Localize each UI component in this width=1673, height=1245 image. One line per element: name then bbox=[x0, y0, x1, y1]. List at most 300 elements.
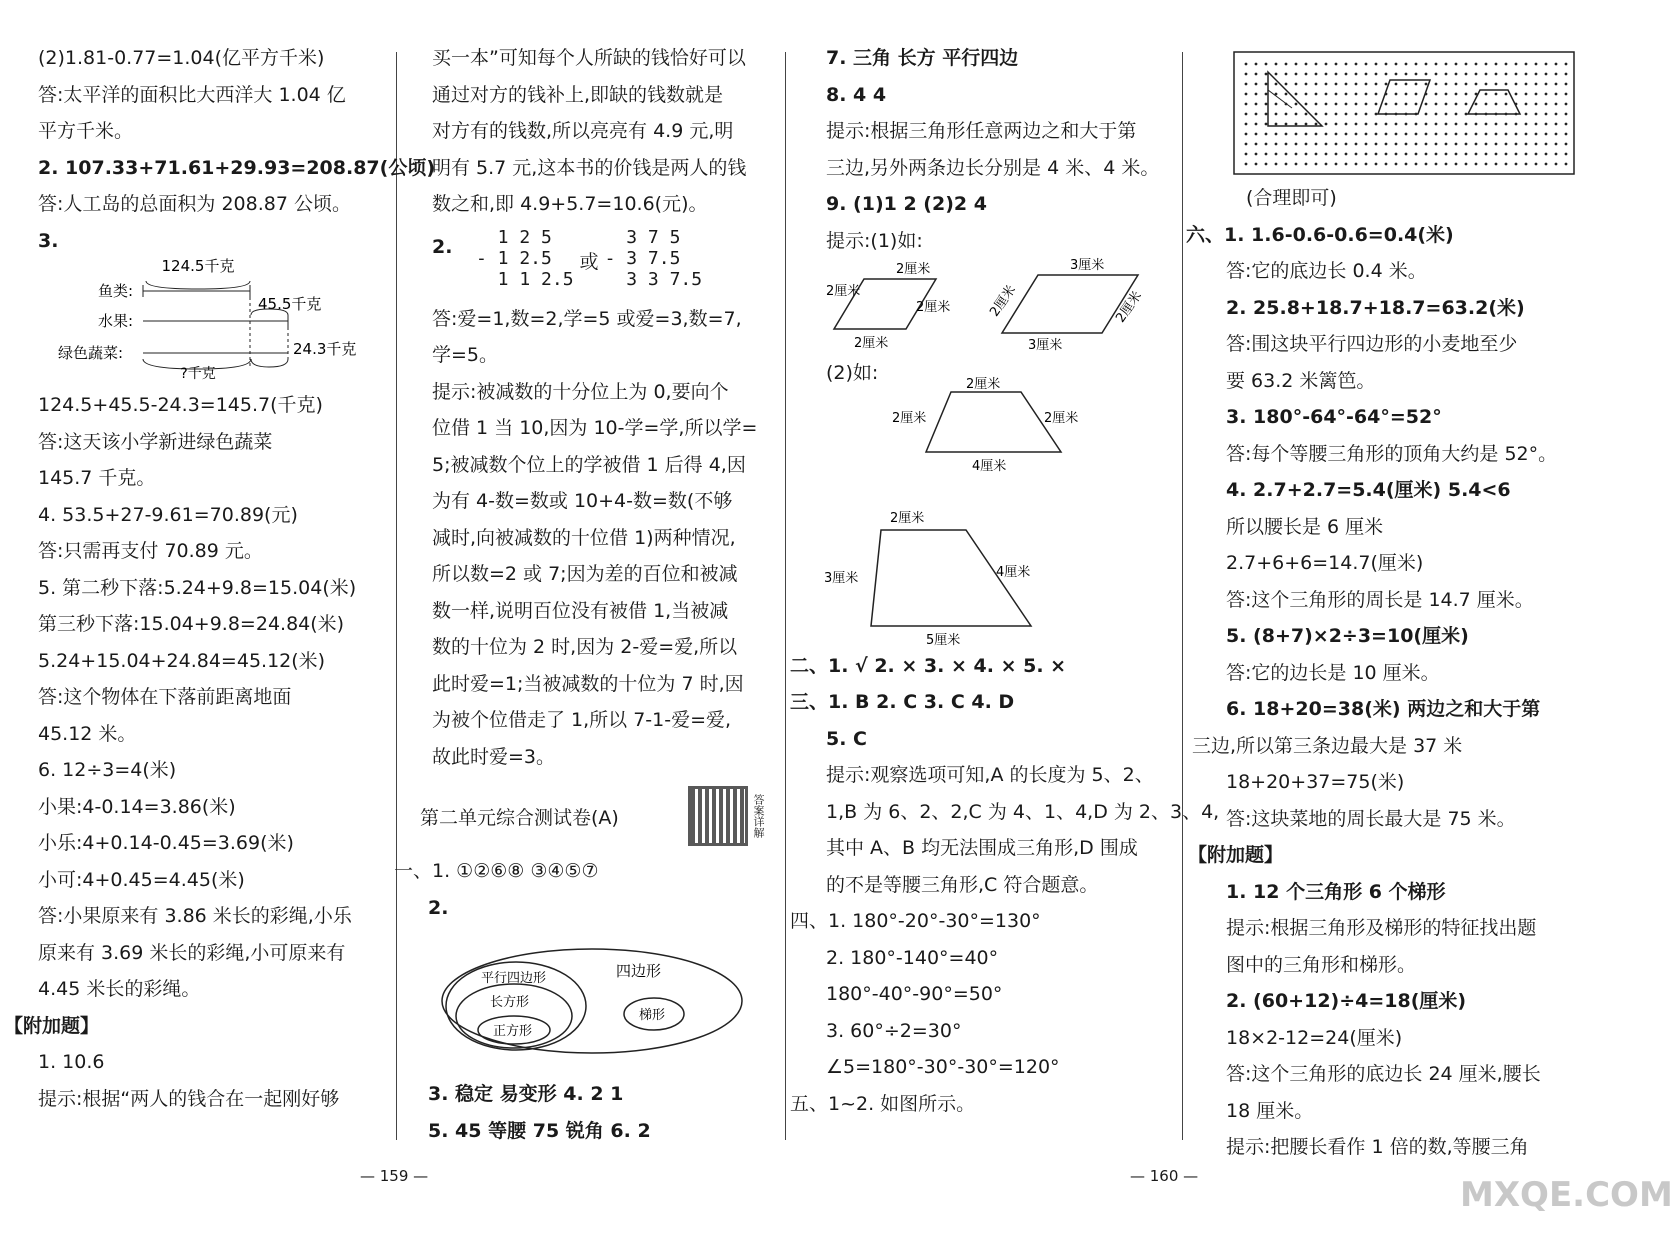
grid-dot bbox=[1295, 113, 1298, 116]
grid-dot bbox=[1355, 143, 1358, 146]
text-line: 18 厘米。 bbox=[1226, 1099, 1314, 1122]
grid-dot bbox=[1375, 113, 1378, 116]
text-line: 答:只需再支付 70.89 元。 bbox=[38, 540, 263, 562]
text-line: 提示:根据三角形及梯形的特征找出题 bbox=[1226, 917, 1537, 939]
grid-dot bbox=[1415, 123, 1418, 126]
grid-dot bbox=[1315, 103, 1318, 106]
grid-dot bbox=[1245, 93, 1248, 96]
grid-dot bbox=[1275, 83, 1278, 86]
grid-dot bbox=[1525, 103, 1528, 106]
grid-dot bbox=[1295, 123, 1298, 126]
grid-dot bbox=[1495, 153, 1498, 156]
qr-code-icon bbox=[688, 786, 748, 846]
grid-dot bbox=[1485, 153, 1488, 156]
grid-dot bbox=[1315, 123, 1318, 126]
text-line: 原来有 3.69 米长的彩绳,小可原来有 bbox=[38, 941, 346, 964]
grid-dot bbox=[1325, 83, 1328, 86]
section-title-row bbox=[406, 779, 778, 853]
vertical-subtraction: 3 7 5 - 3 7.5 3 3 7.5 bbox=[604, 226, 703, 290]
grid-dot bbox=[1565, 83, 1568, 86]
text-line: 五、1~2. 如图所示。 bbox=[790, 1092, 976, 1115]
grid-dot bbox=[1505, 163, 1508, 166]
label: ?千克 bbox=[180, 366, 216, 382]
grid-dot bbox=[1295, 163, 1298, 166]
text-line: 数的十位为 2 时,因为 2-爱=爱,所以 bbox=[432, 636, 738, 658]
grid-dot bbox=[1395, 83, 1398, 86]
qr-label: 答案详解 bbox=[752, 794, 765, 838]
grid-dot bbox=[1415, 143, 1418, 146]
grid-dot bbox=[1495, 93, 1498, 96]
grid-dot bbox=[1295, 153, 1298, 156]
label: 2厘米 bbox=[1044, 410, 1079, 426]
grid-dot bbox=[1375, 143, 1378, 146]
label: 鱼类: bbox=[98, 282, 134, 300]
grid-dot bbox=[1545, 93, 1548, 96]
label: 2厘米 bbox=[890, 510, 925, 526]
grid-dot bbox=[1285, 163, 1288, 166]
grid-dot bbox=[1455, 83, 1458, 86]
label: 4厘米 bbox=[972, 458, 1007, 474]
grid-dot bbox=[1545, 163, 1548, 166]
grid-dot bbox=[1355, 63, 1358, 66]
grid-dot bbox=[1525, 63, 1528, 66]
label: 平行四边形 bbox=[481, 971, 547, 986]
grid-dot bbox=[1555, 73, 1558, 76]
grid-dot bbox=[1395, 133, 1398, 136]
grid-dot bbox=[1255, 133, 1258, 136]
grid-dot bbox=[1415, 73, 1418, 76]
text-line: 要 63.2 米篱笆。 bbox=[1226, 369, 1376, 392]
grid-dot bbox=[1525, 163, 1528, 166]
grid-dot bbox=[1245, 133, 1248, 136]
parallelogram-figures bbox=[796, 259, 1176, 355]
text-line: 124.5+45.5-24.3=145.7(千克) bbox=[38, 394, 323, 416]
column-divider bbox=[785, 52, 786, 1140]
grid-dot bbox=[1265, 103, 1268, 106]
grid-dot bbox=[1435, 143, 1438, 146]
grid-dot bbox=[1275, 133, 1278, 136]
text-line: (2)1.81-0.77=1.04(亿平方千米) bbox=[38, 47, 325, 69]
grid-dot bbox=[1245, 63, 1248, 66]
text-line: 小乐:4+0.14-0.45=3.69(米) bbox=[38, 832, 294, 854]
text-line: 通过对方的钱补上,即缺的钱数就是 bbox=[432, 83, 724, 106]
text-line: 1. 12 个三角形 6 个梯形 bbox=[1226, 880, 1446, 903]
text-line: 1. 10.6 bbox=[38, 1051, 105, 1073]
grid-dot bbox=[1375, 133, 1378, 136]
text-line: 答:人工岛的总面积为 208.87 公顷。 bbox=[38, 193, 351, 215]
grid-dot bbox=[1275, 123, 1278, 126]
grid-dot bbox=[1435, 153, 1438, 156]
grid-dot bbox=[1445, 133, 1448, 136]
text-line: 2. bbox=[428, 896, 449, 919]
vertical-subtraction: 1 2 5 - 1 2.5 1 1 2.5 bbox=[476, 226, 574, 290]
grid-dot bbox=[1405, 153, 1408, 156]
grid-dot bbox=[1315, 83, 1318, 86]
grid-dot bbox=[1555, 83, 1558, 86]
text-line: 3. 180°-64°-64°=52° bbox=[1226, 406, 1442, 428]
grid-dot bbox=[1435, 63, 1438, 66]
text-line: 明有 5.7 元,这本书的价钱是两人的钱 bbox=[432, 156, 747, 179]
grid-dot bbox=[1285, 73, 1288, 76]
grid-dot bbox=[1485, 133, 1488, 136]
text-line: 图中的三角形和梯形。 bbox=[1226, 953, 1417, 976]
grid-dot bbox=[1385, 103, 1388, 106]
grid-dot bbox=[1335, 123, 1338, 126]
watermark: MXQE.COM bbox=[1460, 1175, 1673, 1215]
text-line: 答:这个三角形的底边长 24 厘米,腰长 bbox=[1226, 1063, 1541, 1085]
grid-dot bbox=[1355, 133, 1358, 136]
text-line: 4. 53.5+27-9.61=70.89(元) bbox=[38, 503, 298, 526]
grid-dot bbox=[1245, 123, 1248, 126]
grid-dot bbox=[1335, 143, 1338, 146]
grid-dot bbox=[1295, 143, 1298, 146]
text-line: 对方有的钱数,所以亮亮有 4.9 元,明 bbox=[432, 120, 734, 142]
text-line: 45.12 米。 bbox=[38, 722, 137, 745]
grid-dot bbox=[1285, 143, 1288, 146]
grid-dot bbox=[1265, 143, 1268, 146]
text-line: 答:这块菜地的周长最大是 75 米。 bbox=[1226, 807, 1516, 830]
text-line: 145.7 千克。 bbox=[38, 467, 156, 489]
grid-dot bbox=[1245, 73, 1248, 76]
text-line: 减时,向被减数的十位借 1)两种情况, bbox=[432, 526, 736, 549]
text-line: 六、1. 1.6-0.6-0.6=0.4(米) bbox=[1186, 223, 1454, 246]
grid-dot bbox=[1535, 143, 1538, 146]
text-line: 答:这天该小学新进绿色蔬菜 bbox=[38, 430, 273, 453]
grid-dot bbox=[1345, 103, 1348, 106]
grid-dot bbox=[1345, 63, 1348, 66]
text-line: 为有 4-数=数或 10+4-数=数(不够 bbox=[432, 490, 733, 512]
grid-dot bbox=[1375, 123, 1378, 126]
grid-dot bbox=[1325, 93, 1328, 96]
page-number-left: — 159 — bbox=[360, 1167, 429, 1185]
text-line: 答:这个三角形的周长是 14.7 厘米。 bbox=[1226, 588, 1534, 611]
grid-dot bbox=[1405, 163, 1408, 166]
label: 124.5千克 bbox=[161, 257, 235, 275]
grid-dot bbox=[1545, 73, 1548, 76]
dot-grid-figure bbox=[1232, 50, 1632, 180]
grid-dot bbox=[1265, 133, 1268, 136]
grid-dot bbox=[1255, 143, 1258, 146]
grid-dot bbox=[1265, 93, 1268, 96]
label: 2厘米 bbox=[896, 262, 931, 277]
grid-dot bbox=[1435, 103, 1438, 106]
grid-dot bbox=[1375, 103, 1378, 106]
grid-dot bbox=[1475, 123, 1478, 126]
grid-dot bbox=[1455, 63, 1458, 66]
grid-dot bbox=[1295, 83, 1298, 86]
grid-dot bbox=[1515, 63, 1518, 66]
grid-dot bbox=[1325, 143, 1328, 146]
grid-dot bbox=[1515, 73, 1518, 76]
grid-dot bbox=[1565, 113, 1568, 116]
grid-dot bbox=[1305, 153, 1308, 156]
grid-dot bbox=[1365, 163, 1368, 166]
grid-dot bbox=[1535, 123, 1538, 126]
grid-dot bbox=[1505, 133, 1508, 136]
grid-dot bbox=[1345, 153, 1348, 156]
grid-dot bbox=[1415, 63, 1418, 66]
grid-dot bbox=[1335, 73, 1338, 76]
grid-dot bbox=[1275, 63, 1278, 66]
grid-dot bbox=[1395, 163, 1398, 166]
grid-dot bbox=[1485, 73, 1488, 76]
grid-dot bbox=[1265, 123, 1268, 126]
grid-dot bbox=[1465, 163, 1468, 166]
text-line: (2)如: bbox=[826, 362, 879, 384]
grid-dot bbox=[1515, 83, 1518, 86]
text-line: 答:每个等腰三角形的顶角大约是 52°。 bbox=[1226, 442, 1558, 465]
grid-dot bbox=[1375, 83, 1378, 86]
text-line: 二、1. √ 2. × 3. × 4. × 5. × bbox=[790, 654, 1067, 677]
text-line: 4.45 米长的彩绳。 bbox=[38, 978, 201, 1000]
grid-dot bbox=[1555, 93, 1558, 96]
grid-dot bbox=[1305, 83, 1308, 86]
column-1 bbox=[4, 40, 436, 1117]
text-line: 18×2-12=24(厘米) bbox=[1226, 1026, 1403, 1049]
grid-dot bbox=[1265, 113, 1268, 116]
grid-dot bbox=[1255, 73, 1258, 76]
grid-dot bbox=[1395, 153, 1398, 156]
grid-dot bbox=[1555, 133, 1558, 136]
grid-dot bbox=[1505, 103, 1508, 106]
grid-dot bbox=[1485, 143, 1488, 146]
label: 2厘米 bbox=[1113, 288, 1146, 326]
grid-dot bbox=[1265, 73, 1268, 76]
grid-dot bbox=[1255, 83, 1258, 86]
grid-dot bbox=[1435, 113, 1438, 116]
label: 5厘米 bbox=[926, 632, 961, 648]
grid-dot bbox=[1265, 63, 1268, 66]
grid-dot bbox=[1305, 93, 1308, 96]
grid-dot bbox=[1245, 113, 1248, 116]
column-3 bbox=[790, 40, 1220, 1122]
grid-dot bbox=[1485, 83, 1488, 86]
grid-dot bbox=[1495, 83, 1498, 86]
grid-dot bbox=[1475, 63, 1478, 66]
grid-dot bbox=[1335, 93, 1338, 96]
grid-dot bbox=[1505, 83, 1508, 86]
text-line: 第三秒下落:15.04+9.8=24.84(米) bbox=[38, 613, 345, 635]
grid-dot bbox=[1355, 103, 1358, 106]
grid-dot bbox=[1405, 103, 1408, 106]
text-line: 其中 A、B 均无法围成三角形,D 围成 bbox=[826, 837, 1138, 859]
text-line: 提示:根据三角形任意两边之和大于第 bbox=[826, 120, 1137, 142]
grid-dot bbox=[1245, 103, 1248, 106]
label: 长方形 bbox=[490, 995, 530, 1010]
text-line: 所以腰长是 6 厘米 bbox=[1226, 515, 1384, 538]
grid-dot bbox=[1305, 163, 1308, 166]
grid-dot bbox=[1475, 133, 1478, 136]
grid-dot bbox=[1315, 113, 1318, 116]
text-line: 提示:根据“两人的钱合在一起刚好够 bbox=[38, 1087, 340, 1110]
grid-dot bbox=[1535, 83, 1538, 86]
text-line: 答:太平洋的面积比大西洋大 1.04 亿 bbox=[38, 83, 346, 106]
grid-dot bbox=[1405, 143, 1408, 146]
grid-dot bbox=[1495, 123, 1498, 126]
grid-dot bbox=[1305, 73, 1308, 76]
text-line: 四、1. 180°-20°-30°=130° bbox=[790, 910, 1041, 932]
or-label: 或 bbox=[579, 250, 599, 273]
grid-dot bbox=[1545, 153, 1548, 156]
grid-dot bbox=[1415, 153, 1418, 156]
grid-dot bbox=[1365, 103, 1368, 106]
grid-dot bbox=[1245, 83, 1248, 86]
grid-dot bbox=[1365, 93, 1368, 96]
grid-dot bbox=[1505, 93, 1508, 96]
grid-dot bbox=[1455, 133, 1458, 136]
grid-dot bbox=[1285, 133, 1288, 136]
grid-dot bbox=[1345, 93, 1348, 96]
text-line: 提示:观察选项可知,A 的长度为 5、2、 bbox=[826, 764, 1154, 786]
label: 2厘米 bbox=[892, 410, 927, 426]
grid-dot bbox=[1375, 73, 1378, 76]
grid-dot bbox=[1425, 163, 1428, 166]
grid-dot bbox=[1415, 133, 1418, 136]
label: 4厘米 bbox=[996, 564, 1031, 580]
grid-dot bbox=[1405, 63, 1408, 66]
grid-dot bbox=[1335, 63, 1338, 66]
grid-dot bbox=[1535, 163, 1538, 166]
grid-dot bbox=[1445, 113, 1448, 116]
grid-dot bbox=[1315, 63, 1318, 66]
grid-dot bbox=[1425, 113, 1428, 116]
grid-dot bbox=[1355, 73, 1358, 76]
grid-dot bbox=[1515, 163, 1518, 166]
grid-dot bbox=[1365, 153, 1368, 156]
grid-dot bbox=[1425, 73, 1428, 76]
grid-dot bbox=[1535, 113, 1538, 116]
grid-dot bbox=[1245, 163, 1248, 166]
grid-dot bbox=[1365, 73, 1368, 76]
label: 2厘米 bbox=[916, 300, 951, 315]
text-line: 此时爱=1;当被减数的十位为 7 时,因 bbox=[432, 672, 744, 695]
label: 水果: bbox=[98, 312, 134, 330]
grid-dot bbox=[1515, 153, 1518, 156]
grid-dot bbox=[1255, 163, 1258, 166]
grid-dot bbox=[1285, 83, 1288, 86]
grid-dot bbox=[1335, 113, 1338, 116]
label: 3厘米 bbox=[1070, 258, 1105, 273]
grid-dot bbox=[1495, 63, 1498, 66]
text-line: 2. 180°-140°=40° bbox=[826, 946, 999, 969]
text-line: 7. 三角 长方 平行四边 bbox=[826, 47, 1019, 69]
grid-dot bbox=[1395, 93, 1398, 96]
text-line: 答:它的边长是 10 厘米。 bbox=[1226, 661, 1440, 684]
text-line: 8. 4 4 bbox=[826, 83, 887, 106]
grid-dot bbox=[1335, 153, 1338, 156]
label: 绿色蔬菜: bbox=[58, 344, 124, 362]
grid-dot bbox=[1265, 163, 1268, 166]
text-line: 数之和,即 4.9+5.7=10.6(元)。 bbox=[432, 193, 708, 215]
grid-dot bbox=[1465, 103, 1468, 106]
grid-dot bbox=[1385, 153, 1388, 156]
grid-dot bbox=[1415, 83, 1418, 86]
grid-dot bbox=[1495, 73, 1498, 76]
grid-dot bbox=[1265, 153, 1268, 156]
grid-dot bbox=[1535, 103, 1538, 106]
grid-dot bbox=[1565, 63, 1568, 66]
text-line: 答:这个物体在下落前距离地面 bbox=[38, 686, 292, 708]
text-line: 5.24+15.04+24.84=45.12(米) bbox=[38, 649, 326, 672]
grid-dot bbox=[1445, 73, 1448, 76]
grid-dot bbox=[1455, 93, 1458, 96]
grid-dot bbox=[1285, 123, 1288, 126]
grid-dot bbox=[1475, 163, 1478, 166]
grid-dot bbox=[1445, 103, 1448, 106]
grid-dot bbox=[1445, 153, 1448, 156]
grid-dot bbox=[1345, 133, 1348, 136]
column-2 bbox=[394, 40, 778, 1149]
grid-dot bbox=[1335, 133, 1338, 136]
grid-dot bbox=[1255, 153, 1258, 156]
text-line: 小可:4+0.45=4.45(米) bbox=[38, 868, 245, 891]
grid-dot bbox=[1545, 113, 1548, 116]
grid-dot bbox=[1385, 143, 1388, 146]
grid-dot bbox=[1305, 103, 1308, 106]
grid-dot bbox=[1425, 103, 1428, 106]
grid-dot bbox=[1325, 103, 1328, 106]
grid-dot bbox=[1255, 123, 1258, 126]
grid-dot bbox=[1445, 163, 1448, 166]
grid-dot bbox=[1545, 83, 1548, 86]
text-line: 所以数=2 或 7;因为差的百位和被减 bbox=[432, 563, 738, 585]
grid-dot bbox=[1465, 143, 1468, 146]
grid-dot bbox=[1405, 93, 1408, 96]
grid-dot bbox=[1465, 153, 1468, 156]
grid-dot bbox=[1555, 103, 1558, 106]
grid-dot bbox=[1485, 103, 1488, 106]
grid-dot bbox=[1435, 123, 1438, 126]
grid-dot bbox=[1425, 153, 1428, 156]
grid-dot bbox=[1365, 63, 1368, 66]
grid-dot bbox=[1455, 123, 1458, 126]
text-line: 三边,所以第三条边最大是 37 米 bbox=[1192, 734, 1463, 757]
grid-dot bbox=[1285, 63, 1288, 66]
grid-dot bbox=[1495, 133, 1498, 136]
grid-dot bbox=[1385, 63, 1388, 66]
grid-dot bbox=[1325, 73, 1328, 76]
grid-dot bbox=[1355, 163, 1358, 166]
grid-dot bbox=[1475, 143, 1478, 146]
grid-dot bbox=[1495, 143, 1498, 146]
grid-dot bbox=[1565, 163, 1568, 166]
grid-dot bbox=[1345, 143, 1348, 146]
grid-dot bbox=[1545, 63, 1548, 66]
grid-dot bbox=[1275, 143, 1278, 146]
grid-dot bbox=[1465, 123, 1468, 126]
column-4 bbox=[1186, 50, 1592, 1166]
grid-dot bbox=[1255, 93, 1258, 96]
section-title: 第二单元综合测试卷(A) bbox=[420, 806, 619, 829]
grid-dot bbox=[1515, 123, 1518, 126]
grid-dot bbox=[1255, 113, 1258, 116]
grid-dot bbox=[1475, 103, 1478, 106]
grid-dot bbox=[1275, 73, 1278, 76]
grid-dot bbox=[1265, 83, 1268, 86]
label: 四边形 bbox=[616, 962, 662, 980]
grid-dot bbox=[1275, 153, 1278, 156]
column-divider bbox=[396, 52, 397, 1140]
grid-dot bbox=[1285, 93, 1288, 96]
grid-dot bbox=[1525, 133, 1528, 136]
text-line: 答:围这块平行四边形的小麦地至少 bbox=[1226, 333, 1518, 355]
text-line: 3. 60°÷2=30° bbox=[826, 1019, 962, 1042]
section-heading: 【附加题】 bbox=[1188, 844, 1284, 866]
grid-dot bbox=[1275, 163, 1278, 166]
text-line: 5. C bbox=[826, 727, 867, 750]
grid-dot bbox=[1515, 133, 1518, 136]
grid-dot bbox=[1315, 153, 1318, 156]
